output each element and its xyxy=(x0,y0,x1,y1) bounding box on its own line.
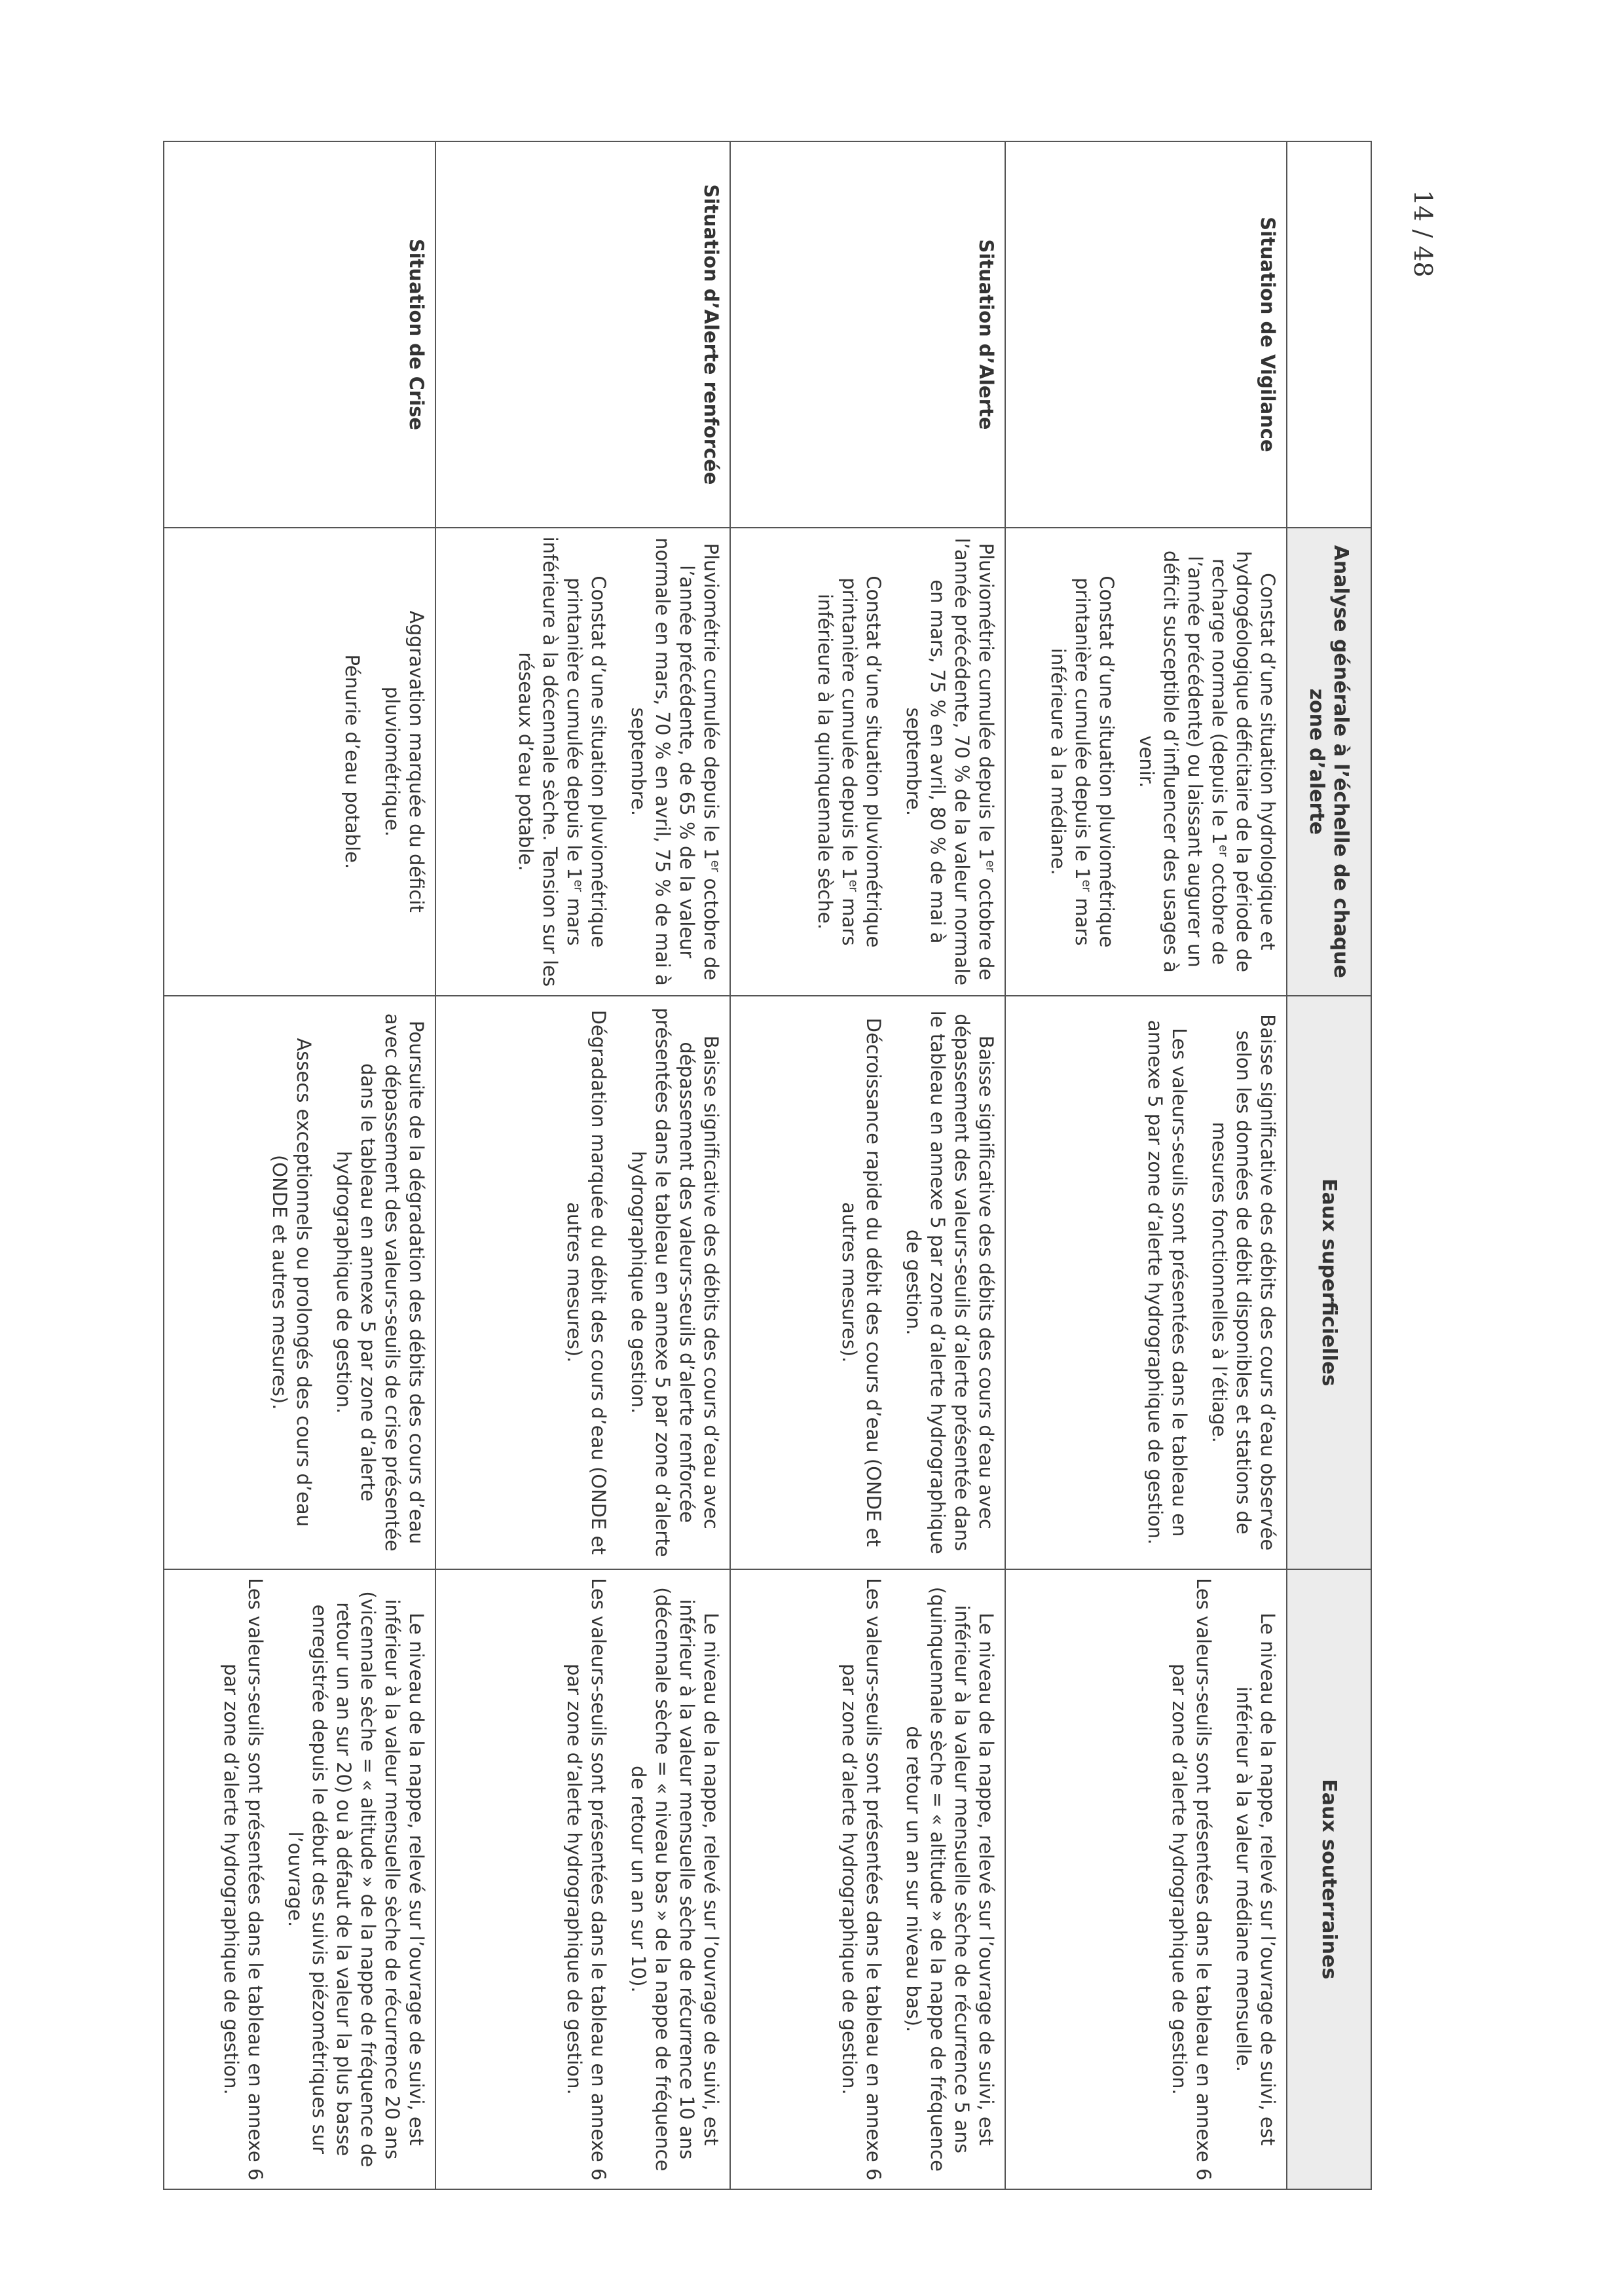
cell-paragraph: Le niveau de la nappe, relevé sur l’ouvrage de suivi, est inférieur à la valeur mensuelle sèche de récurrence 5 ans (quinquennale sèche = « altitude » de la nappe de fréquence de retour un an sur niveau bas). xyxy=(902,1586,997,2172)
cell-paragraph: Le niveau de la nappe, relevé sur l’ouvrage de suivi, est inférieur à la valeur mensuelle sèche de récurrence 20 ans (vicennale sèche = « altitude » de la nappe de fréquence de retour un an sur 20) ou à défaut de la valeur la plus basse enregistrée depuis le début des suivis piézométriques sur l’ouvrage. xyxy=(284,1591,428,2168)
cell-superficielles xyxy=(730,996,1005,1569)
table-row-situation-de-crise xyxy=(164,141,435,2189)
cell-paragraph: Baisse significative des débits des cours d’eau observée selon les données de débit disponibles et stations de mesures fonctionnelles à l’étiage. xyxy=(1208,1014,1279,1551)
cell-souterraines xyxy=(1005,1569,1287,2189)
cell-paragraph: Les valeurs-seuils sont présentées dans le tableau en annexe 6 par zone d’alerte hydrographique de gestion. xyxy=(1168,1578,1215,2181)
row-label: Situation de Vigilance xyxy=(1005,141,1287,528)
cell-superficielles xyxy=(435,996,730,1569)
cell-paragraph: Constat d’une situation pluviométrique printanière cumulée depuis le 1er mars inférieure à la médiane. xyxy=(1047,575,1118,948)
table-row-situation-d-alerte xyxy=(730,141,1005,2189)
cell-souterraines xyxy=(730,1569,1005,2189)
table-row-situation-de-vigilance xyxy=(1005,141,1287,2189)
cell-paragraph: Poursuite de la dégradation des débits des cours d’eau avec dépassement des valeurs-seuils de crise présentée dans le tableau en annexe 5 par zone d’alerte hydrographique de gestion. xyxy=(333,1013,428,1552)
cell-paragraph: Les valeurs-seuils sont présentées dans le tableau en annexe 6 par zone d’alerte hydrographique de gestion. xyxy=(220,1578,267,2181)
cell-paragraph: Les valeurs-seuils sont présentées dans le tableau en annexe 6 par zone d’alerte hydrographique de gestion. xyxy=(563,1578,610,2181)
table-header-row xyxy=(1287,141,1371,2189)
cell-paragraph: Pénurie d’eau potable. xyxy=(341,654,363,869)
cell-paragraph: Les valeurs-seuils sont présentées dans le tableau en annexe 6 par zone d’alerte hydrographique de gestion. xyxy=(838,1578,885,2181)
header-eaux-souterraines: Eaux souterraines xyxy=(1287,1569,1371,2189)
cell-paragraph: Constat d’une situation pluviométrique printanière cumulée depuis le 1er mars inférieure à la quinquennale sèche. xyxy=(814,575,885,948)
cell-analyse xyxy=(164,528,435,996)
row-label: Situation de Crise xyxy=(164,141,435,528)
cell-superficielles xyxy=(1005,996,1287,1569)
cell-souterraines xyxy=(435,1569,730,2189)
table-row-situation-d-alerte-renforcee xyxy=(435,141,730,2189)
situations-table xyxy=(163,141,1372,2190)
header-analyse: Analyse générale à l’échelle de chaque zone d’alerte xyxy=(1287,528,1371,996)
cell-analyse xyxy=(1005,528,1287,996)
rotated-page-content xyxy=(174,141,1372,2190)
cell-paragraph: Constat d’une situation hydrologique et hydrogéologique déficitaire de la période de recharge normale (depuis le 1er octobre de l’année précédente) ou laissant augurer un déficit susceptible d’influencer des usages à venir. xyxy=(1135,550,1279,973)
cell-paragraph: Aggravation marquée du déficit pluviométrique. xyxy=(381,610,428,913)
cell-paragraph: Le niveau de la nappe, relevé sur l’ouvrage de suivi, est inférieur à la valeur médiane mensuelle. xyxy=(1232,1613,1279,2146)
cell-souterraines xyxy=(164,1569,435,2189)
cell-paragraph: Pluviométrie cumulée depuis le 1er octobre de l’année précédente, de 65 % de la valeur normale en mars, 70 % en avril, 75 % de mai à septembre. xyxy=(627,537,722,986)
row-label: Situation d’Alerte renforcée xyxy=(435,141,730,528)
cell-paragraph: Pluviométrie cumulée depuis le 1er octobre de l’année précédente, 70 % de la valeur normale en mars, 75 % en avril, 80 % de mai à septembre. xyxy=(902,538,997,986)
cell-paragraph: Dégradation marquée du débit des cours d’eau (ONDE et autres mesures). xyxy=(563,1010,610,1555)
cell-analyse xyxy=(730,528,1005,996)
cell-analyse xyxy=(435,528,730,996)
cell-paragraph: Baisse significative des débits des cours d’eau avec dépassement des valeurs-seuils d’alerte renforcée présentées dans le tableau en annexe 5 par zone d’alerte hydrographique de gestion. xyxy=(627,1007,722,1558)
row-label: Situation d’Alerte xyxy=(730,141,1005,528)
cell-paragraph: Décroissance rapide du débit des cours d’eau (ONDE et autres mesures). xyxy=(838,1017,885,1547)
cell-paragraph: Baisse significative des débits des cours d’eau avec dépassement des valeurs-seuils d’alerte présentée dans le tableau en annexe 5 par zone d’alerte hydrographique de gestion. xyxy=(902,1010,997,1554)
cell-superficielles xyxy=(164,996,435,1569)
cell-paragraph: Le niveau de la nappe, relevé sur l’ouvrage de suivi, est inférieur à la valeur mensuelle sèche de récurrence 10 ans (décennale sèche = « niveau bas » de la nappe de fréquence de retour un an sur 10). xyxy=(627,1587,722,2172)
header-eaux-superficielles: Eaux superficielles xyxy=(1287,996,1371,1569)
header-blank-cell xyxy=(1287,141,1371,528)
page-number: 14 / 48 xyxy=(1409,190,1437,278)
cell-paragraph: Assecs exceptionnels ou prolongés des cours d’eau (ONDE et autres mesures). xyxy=(268,1038,315,1527)
cell-paragraph: Les valeurs-seuils sont présentées dans le tableau en annexe 5 par zone d’alerte hydrographique de gestion. xyxy=(1144,1019,1190,1545)
cell-paragraph: Constat d’une situation pluviométrique printanière cumulée depuis le 1er mars inférieure à la décennale sèche. Tension sur les réseaux d’eau potable. xyxy=(515,536,610,987)
